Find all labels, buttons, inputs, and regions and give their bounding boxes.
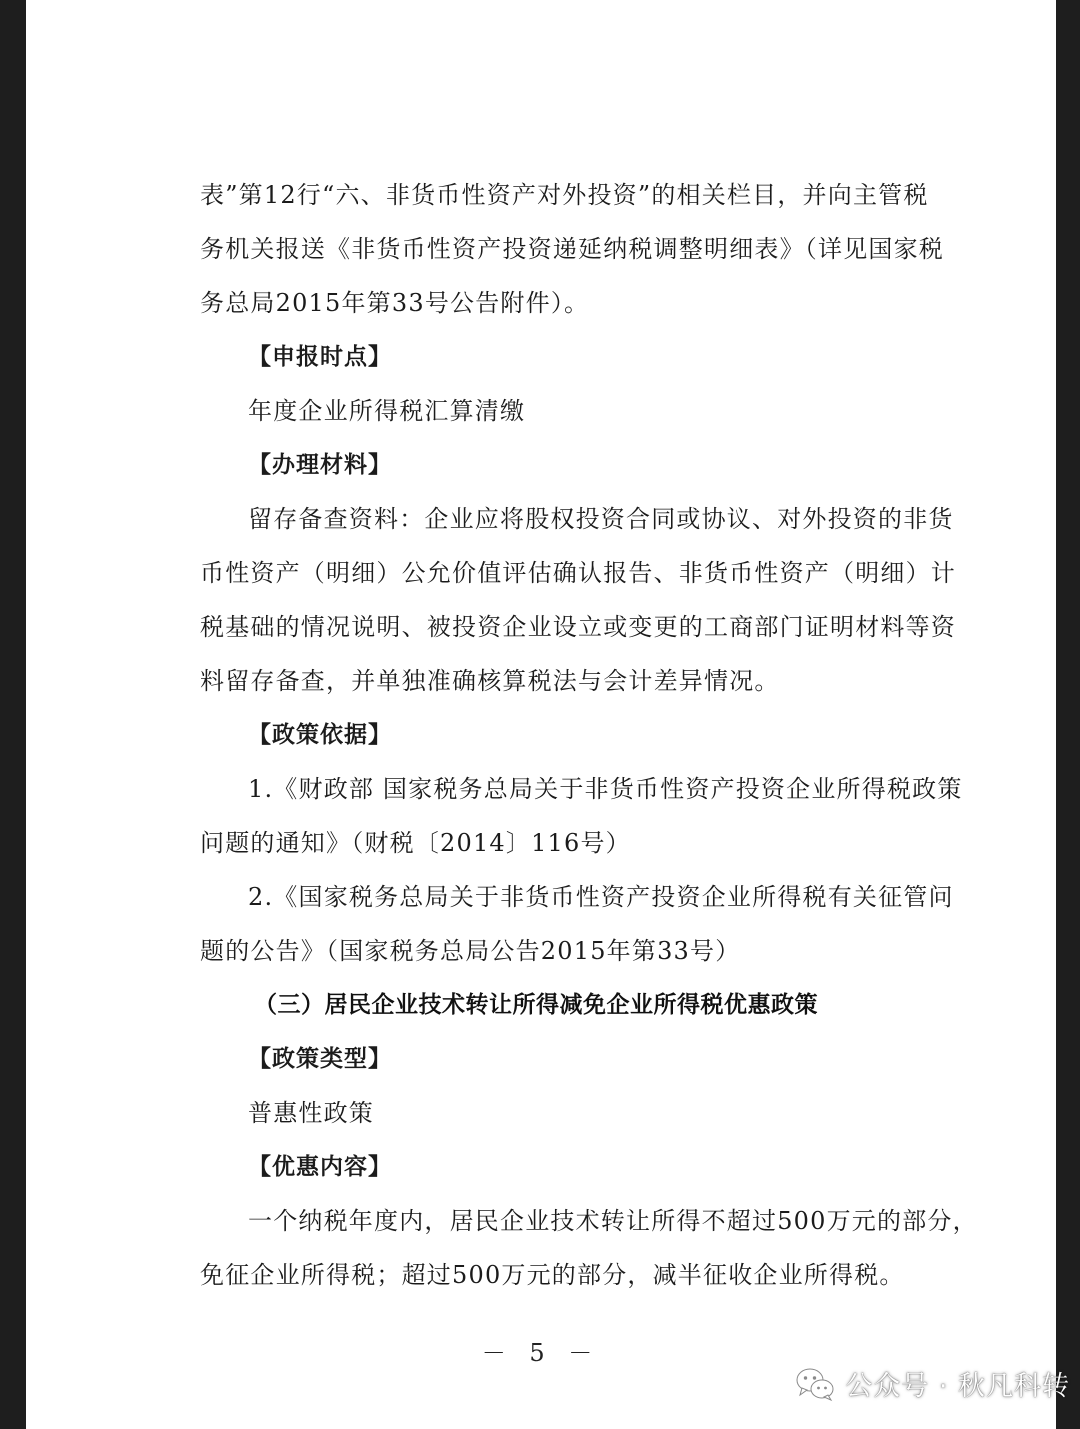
paragraph-line: 币性资产（明细）公允价值评估确认报告、非货币性资产（明细）计	[200, 559, 956, 587]
paragraph-line: 表”第12行“六、非货币性资产对外投资”的相关栏目，并向主管税	[200, 181, 929, 209]
paragraph-line: 料留存备查，并单独准确核算税法与会计差异情况。	[200, 667, 780, 695]
heading-policy-type: 【政策类型】	[248, 1046, 392, 1072]
policy-basis-item: 题的公告》（国家税务总局公告2015年第33号）	[200, 937, 741, 965]
paragraph-line: 留存备查资料：企业应将股权投资合同或协议、对外投资的非货	[248, 505, 954, 533]
policy-basis-item: 问题的通知》（财税〔2014〕116号）	[200, 829, 631, 857]
page-number: － 5 －	[481, 1339, 601, 1367]
heading-policy-basis: 【政策依据】	[248, 722, 392, 748]
heading-materials: 【办理材料】	[248, 452, 392, 478]
heading-preferential-content: 【优惠内容】	[248, 1154, 392, 1180]
heading-declaration-time: 【申报时点】	[248, 344, 392, 370]
watermark	[795, 1364, 1070, 1403]
document-page	[26, 0, 1056, 1429]
declaration-time-text: 年度企业所得税汇算清缴	[248, 397, 526, 425]
paragraph-line: 免征企业所得税；超过500万元的部分，减半征收企业所得税。	[200, 1261, 905, 1289]
paragraph-line: 一个纳税年度内，居民企业技术转让所得不超过500万元的部分，	[248, 1207, 978, 1235]
paragraph-line: 务机关报送《非货币性资产投资递延纳税调整明细表》（详见国家税	[200, 235, 944, 263]
paragraph-line: 税基础的情况说明、被投资企业设立或变更的工商部门证明材料等资	[200, 613, 956, 641]
policy-basis-item: 1.《财政部 国家税务总局关于非货币性资产投资企业所得税政策	[248, 775, 963, 803]
paragraph-line: 务总局2015年第33号公告附件）。	[200, 289, 590, 317]
section-title: （三）居民企业技术转让所得减免企业所得税优惠政策	[254, 992, 818, 1018]
watermark-text: 公众号 · 秋凡科转	[845, 1371, 1070, 1402]
policy-type-text: 普惠性政策	[248, 1099, 374, 1127]
wechat-icon	[795, 1366, 835, 1402]
policy-basis-item: 2.《国家税务总局关于非货币性资产投资企业所得税有关征管问	[248, 883, 954, 911]
